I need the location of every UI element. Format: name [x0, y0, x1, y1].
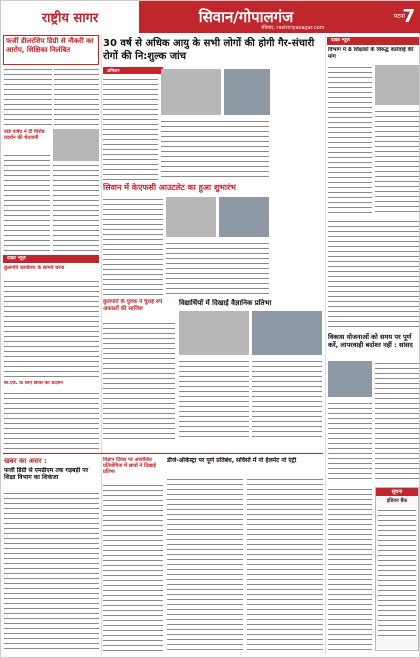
- breaking-label: खबर का असर :: [4, 457, 47, 465]
- left-text: [4, 153, 50, 253]
- left-section-label: दीक्षा न्यूज़: [7, 256, 26, 261]
- left-headline: फर्जी डीलरशिप डिग्री से नौकरी का आरोप, शिक्षिका निलंबित: [6, 37, 94, 54]
- right-story2-photo: [328, 361, 372, 397]
- edition-title: सिवान/गोपालगंज: [198, 8, 294, 26]
- left-text: [54, 67, 99, 127]
- story3-head: कुलपति के युवक ने चुराई रुपे अफसरों की साजिश: [103, 299, 163, 312]
- story2-photo-2: [219, 197, 269, 237]
- divider: [101, 35, 102, 655]
- main-photo-1: [161, 69, 221, 115]
- right-text: [375, 361, 419, 481]
- left-story2-head: कुलपति कार्यालय के सामने धरना: [4, 265, 65, 271]
- story4-photo-2: [252, 311, 322, 355]
- main-text: [103, 77, 158, 181]
- main-tag: अभियान: [107, 68, 120, 73]
- left-text: [4, 279, 99, 379]
- breaking-body: [4, 491, 99, 651]
- divider: [325, 35, 326, 655]
- right-story1-head: विभाग में 8 शिक्षकों के विरुद्ध कार्रवाई की मांग: [328, 47, 414, 60]
- bottom-rule: [3, 453, 323, 454]
- left-text: [53, 163, 99, 253]
- left-story3-head: बी.एड. के लिए छात्रों का प्रदर्शन: [4, 381, 64, 386]
- main-headline: 30 वर्ष से अधिक आयु के सभी लोगों की होगी गैर-संचारी रोगों की नि:शुल्क जांच: [103, 38, 315, 62]
- left-text: [4, 391, 99, 451]
- right-text: [328, 487, 372, 651]
- bottom-story-text: [103, 483, 163, 651]
- story2-text: [166, 241, 269, 297]
- story5-text: [247, 477, 323, 651]
- right-text: [328, 65, 372, 215]
- story2-photo: [166, 197, 216, 237]
- ad-label: सूचना: [376, 488, 418, 496]
- right-story2-head: विकास योजनाओं को समय पर पूर्ण करें, लापरवाही बर्दाश्त नहीं : सांसद: [328, 333, 413, 349]
- right-text: [328, 219, 419, 329]
- main-text: [161, 119, 269, 181]
- paper-name: राष्ट्रीय सागर: [1, 1, 141, 33]
- page-number: 7: [402, 6, 415, 27]
- story2-text: [103, 197, 163, 297]
- main-photo-2: [224, 69, 270, 115]
- masthead: [1, 1, 420, 33]
- left-subhead: वार्ड पार्षद ने दी विरोध प्रदर्शन की चेतावनी: [4, 129, 45, 141]
- story3-text: [103, 321, 175, 441]
- ad-title: इंडियन बैंक: [386, 498, 408, 504]
- story4-photo: [179, 311, 249, 355]
- story4-text: [252, 359, 322, 441]
- right-text: [328, 401, 372, 481]
- left-photo: [53, 129, 99, 161]
- edition-city: पटना: [393, 13, 405, 20]
- story4-text: [179, 359, 249, 441]
- site-url: रविवार, rashtriyasagar.com: [261, 25, 325, 31]
- bottom-story-head: विज्ञान दिवस पर आयोजित प्रतियोगिता में छात्रों ने दिखाई प्रतिभा: [103, 457, 156, 475]
- left-text: [4, 67, 52, 127]
- right-photo: [375, 65, 419, 105]
- story5-text: [167, 477, 243, 651]
- story5-head: डीजे-ऑर्केस्ट्रा पर पूर्ण प्रतिबंध, सर्विसों में नो हेलमेट नो एंट्री: [167, 457, 297, 464]
- story4-head: विद्यार्थियों में दिखाई वैज्ञानिक प्रतिभा: [179, 299, 272, 307]
- right-text: [375, 109, 419, 215]
- ad-text: [378, 508, 416, 638]
- right-section-label: दीक्षा न्यूज़: [331, 38, 350, 43]
- breaking-text: फर्जी डिग्री से एमडीएम तक गड़बड़ी पर शिक्षा विभाग का शिकंजा: [4, 467, 89, 481]
- story2-head: सिवान में केएफसी आउटलेट का हुआ शुभारंभ: [103, 183, 236, 192]
- bank-notice-ad: [375, 487, 419, 651]
